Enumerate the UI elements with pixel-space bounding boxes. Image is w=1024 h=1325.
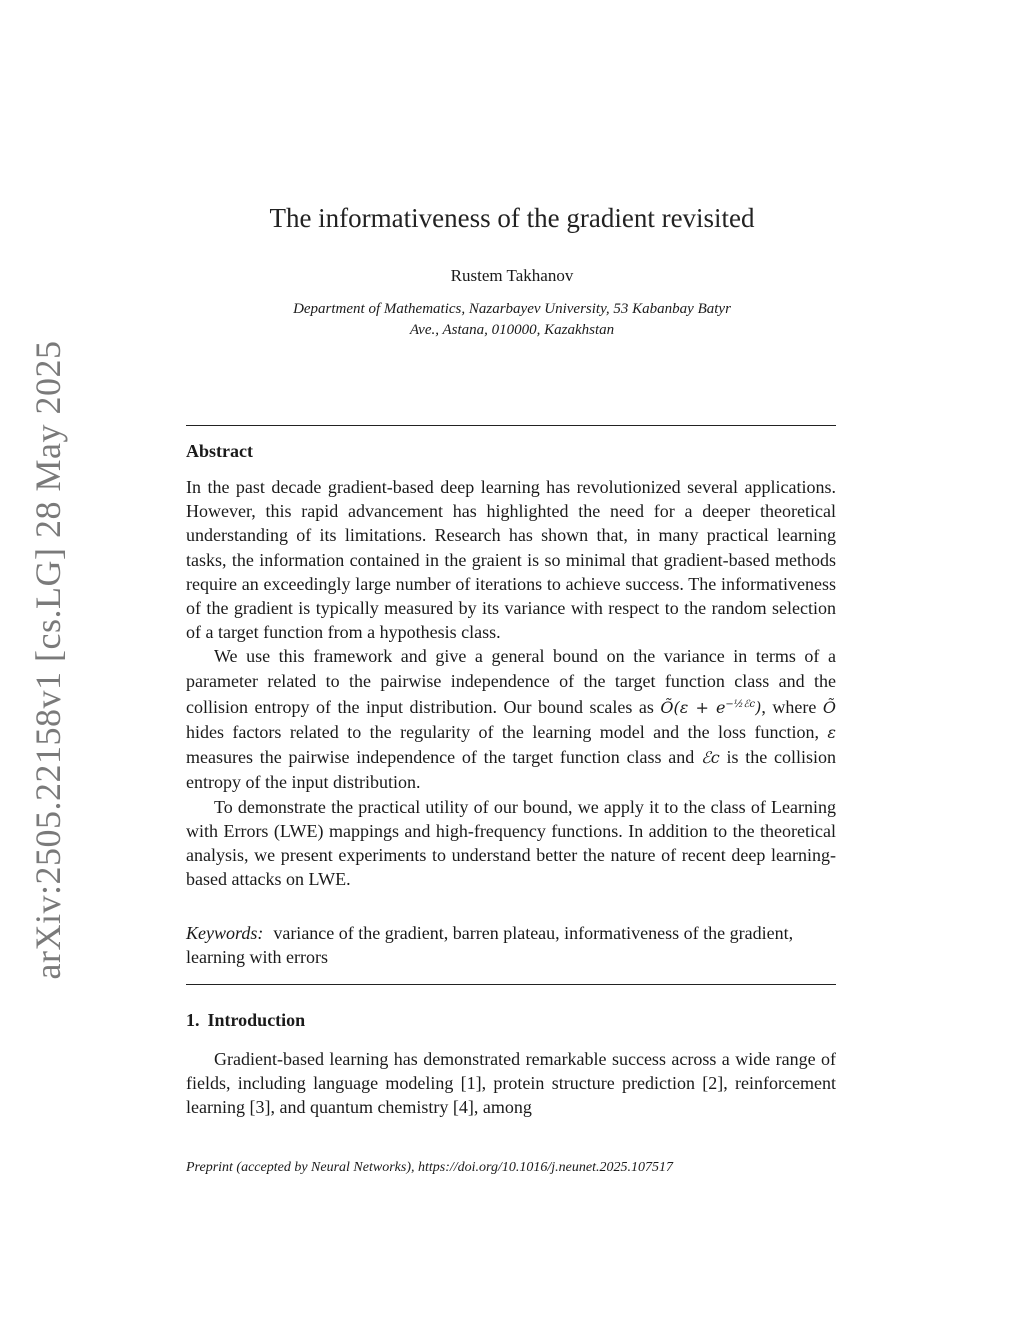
keywords bbox=[186, 921, 836, 969]
abstract-p2-text-d: measures the pairwise independence of the target function class and bbox=[186, 747, 695, 768]
keywords-text: variance of the gradient, barren plateau, informativeness of the gradient, learning with errors bbox=[186, 923, 794, 968]
author-name: Rustem Takhanov bbox=[450, 266, 574, 285]
abstract-paragraph-3: To demonstrate the practical utility of our bound, we apply it to the class of Learning with Errors (LWE) mappings and high-frequency functions. In addition to the theoretical analysis, we present experiments to understand better the nature of recent deep learning-based attacks on LWE. bbox=[186, 796, 836, 890]
o-tilde-symbol: Õ bbox=[822, 697, 836, 717]
abstract-heading: Abstract bbox=[186, 441, 253, 461]
section-heading-introduction bbox=[186, 1010, 305, 1031]
abstract-bottom-rule bbox=[186, 984, 836, 985]
abstract-top-rule bbox=[186, 425, 836, 426]
abstract-p2-text-a: We use this framework and give a general bound on the variance in terms of a parameter related to the pairwise independence of the target function class and the collision entropy of the input distribution. Our bound scales as bbox=[186, 646, 836, 717]
introduction-body bbox=[186, 1047, 836, 1120]
affiliation-line-1: Department of Mathematics, Nazarbayev University, 53 Kabanbay Batyr bbox=[293, 301, 731, 317]
arxiv-stamp: arXiv:2505.22158v1 [cs.LG] 28 May 2025 bbox=[28, 340, 68, 980]
paper-title: The informativeness of the gradient revisited bbox=[269, 203, 755, 233]
bound-formula-base: Õ(ε + e bbox=[660, 697, 726, 717]
abstract-paragraph-2 bbox=[186, 644, 836, 794]
introduction-paragraph-1: Gradient-based learning has demonstrated remarkable success across a wide range of fields, including language modeling [1], protein structure prediction [2], reinforcement learning [3], and quantum chemistry [4], among bbox=[186, 1049, 836, 1118]
abstract-body bbox=[186, 475, 836, 891]
section-title: Introduction bbox=[207, 1010, 306, 1030]
author-affiliation bbox=[0, 299, 1024, 341]
abstract-p2-text-b: , where bbox=[761, 696, 817, 717]
affiliation-line-2: Ave., Astana, 010000, Kazakhstan bbox=[409, 322, 615, 338]
keywords-label: Keywords: bbox=[186, 923, 264, 943]
preprint-footer: Preprint (accepted by Neural Networks), https://doi.org/10.1016/j.neunet.2025.107517 bbox=[186, 1160, 673, 1175]
bound-formula-exponent: −½ℰc bbox=[725, 698, 756, 710]
bound-formula-close: ) bbox=[755, 697, 762, 717]
abstract-paragraph-1: In the past decade gradient-based deep learning has revolutionized several applications. However, this rapid advancement has highlighted the need for a deeper theoretical understanding of its limitations. Research has shown that, in many practical learning tasks, the information contained in the graient is so minimal that gradient-based methods require an exceedingly large number of iterations to achieve success. The informativeness of the gradient is typically measured by its variance with respect to the random selection of a target function from a hypothesis class. bbox=[186, 477, 836, 643]
abstract-p2-text-e: is the collision entropy of the input distribution. bbox=[186, 747, 837, 793]
collision-entropy-symbol: ℰc bbox=[701, 748, 720, 768]
bound-formula bbox=[660, 698, 761, 717]
section-number: 1. bbox=[186, 1010, 200, 1030]
abstract-p2-text-c: hides factors related to the regularity of the learning model and the loss function, bbox=[186, 722, 819, 743]
epsilon-symbol: ε bbox=[827, 723, 836, 743]
